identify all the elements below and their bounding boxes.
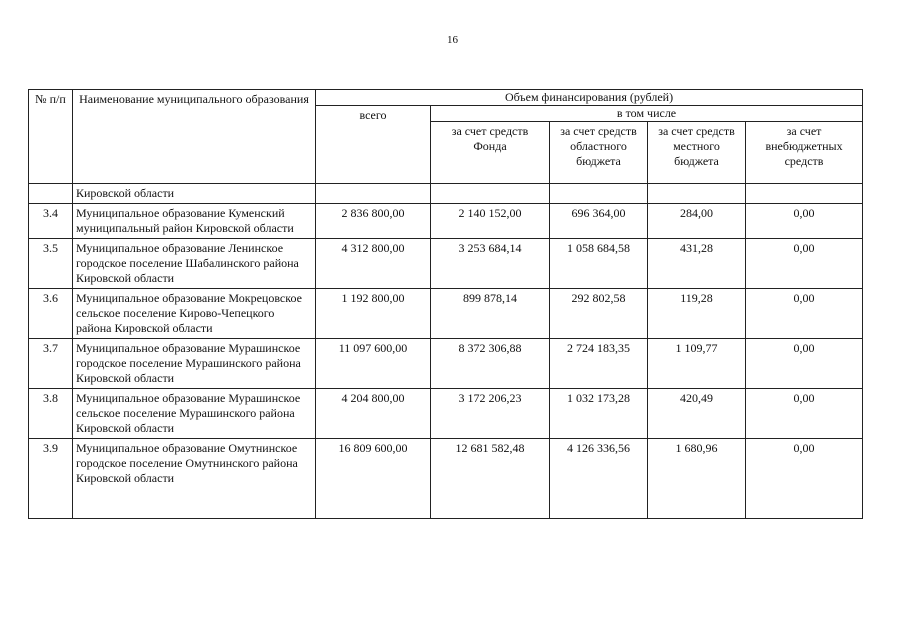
row-num: 3.4 bbox=[29, 204, 73, 239]
row-name: Муниципальное образование Омутнинское городское поселение Омутнинского района Кировской области bbox=[73, 439, 316, 519]
row-regional: 1 058 684,58 bbox=[550, 239, 648, 289]
header-num: № п/п bbox=[29, 90, 73, 184]
row-regional: 696 364,00 bbox=[550, 204, 648, 239]
row-local: 119,28 bbox=[648, 289, 746, 339]
header-row-1 bbox=[29, 90, 863, 106]
financing-table bbox=[28, 89, 863, 519]
row-total: 4 204 800,00 bbox=[316, 389, 431, 439]
row-extra: 0,00 bbox=[746, 239, 863, 289]
continuation-text: Кировской области bbox=[73, 184, 316, 204]
row-local: 1 680,96 bbox=[648, 439, 746, 519]
table-row bbox=[29, 339, 863, 389]
row-fund: 3 172 206,23 bbox=[431, 389, 550, 439]
header-including: в том числе bbox=[431, 106, 863, 122]
row-extra: 0,00 bbox=[746, 289, 863, 339]
row-num: 3.7 bbox=[29, 339, 73, 389]
row-extra: 0,00 bbox=[746, 439, 863, 519]
row-fund: 12 681 582,48 bbox=[431, 439, 550, 519]
table-row bbox=[29, 239, 863, 289]
table-row bbox=[29, 389, 863, 439]
row-fund: 2 140 152,00 bbox=[431, 204, 550, 239]
table-row bbox=[29, 289, 863, 339]
header-extra: за счет внебюджетных средств bbox=[746, 122, 863, 184]
row-name: Муниципальное образование Мокрецовское сельское поселение Кирово-Чепецкого района Кировской области bbox=[73, 289, 316, 339]
row-total: 11 097 600,00 bbox=[316, 339, 431, 389]
row-regional: 292 802,58 bbox=[550, 289, 648, 339]
row-num: 3.5 bbox=[29, 239, 73, 289]
header-name: Наименование муниципального образования bbox=[73, 90, 316, 184]
header-fund: за счет средств Фонда bbox=[431, 122, 550, 184]
row-name: Муниципальное образование Ленинское городское поселение Шабалинского района Кировской области bbox=[73, 239, 316, 289]
row-extra: 0,00 bbox=[746, 389, 863, 439]
row-local: 420,49 bbox=[648, 389, 746, 439]
header-regional: за счет средств областного бюджета bbox=[550, 122, 648, 184]
row-local: 1 109,77 bbox=[648, 339, 746, 389]
row-local: 284,00 bbox=[648, 204, 746, 239]
page-number: 16 bbox=[447, 34, 458, 46]
row-name: Муниципальное образование Мурашинское городское поселение Мурашинского района Кировской области bbox=[73, 339, 316, 389]
header-total: всего bbox=[316, 106, 431, 184]
row-extra: 0,00 bbox=[746, 204, 863, 239]
table-row bbox=[29, 439, 863, 519]
row-local: 431,28 bbox=[648, 239, 746, 289]
row-fund: 899 878,14 bbox=[431, 289, 550, 339]
table-row bbox=[29, 204, 863, 239]
row-regional: 2 724 183,35 bbox=[550, 339, 648, 389]
row-total: 2 836 800,00 bbox=[316, 204, 431, 239]
row-regional: 1 032 173,28 bbox=[550, 389, 648, 439]
row-total: 16 809 600,00 bbox=[316, 439, 431, 519]
row-fund: 8 372 306,88 bbox=[431, 339, 550, 389]
row-regional: 4 126 336,56 bbox=[550, 439, 648, 519]
continuation-row bbox=[29, 184, 863, 204]
row-num: 3.6 bbox=[29, 289, 73, 339]
row-total: 1 192 800,00 bbox=[316, 289, 431, 339]
row-num: 3.9 bbox=[29, 439, 73, 519]
row-extra: 0,00 bbox=[746, 339, 863, 389]
row-total: 4 312 800,00 bbox=[316, 239, 431, 289]
row-name: Муниципальное образование Мурашинское сельское поселение Мурашинского района Кировской области bbox=[73, 389, 316, 439]
header-local: за счет средств местного бюджета bbox=[648, 122, 746, 184]
row-num: 3.8 bbox=[29, 389, 73, 439]
row-fund: 3 253 684,14 bbox=[431, 239, 550, 289]
header-funding: Объем финансирования (рублей) bbox=[316, 90, 863, 106]
row-name: Муниципальное образование Куменский муниципальный район Кировской области bbox=[73, 204, 316, 239]
